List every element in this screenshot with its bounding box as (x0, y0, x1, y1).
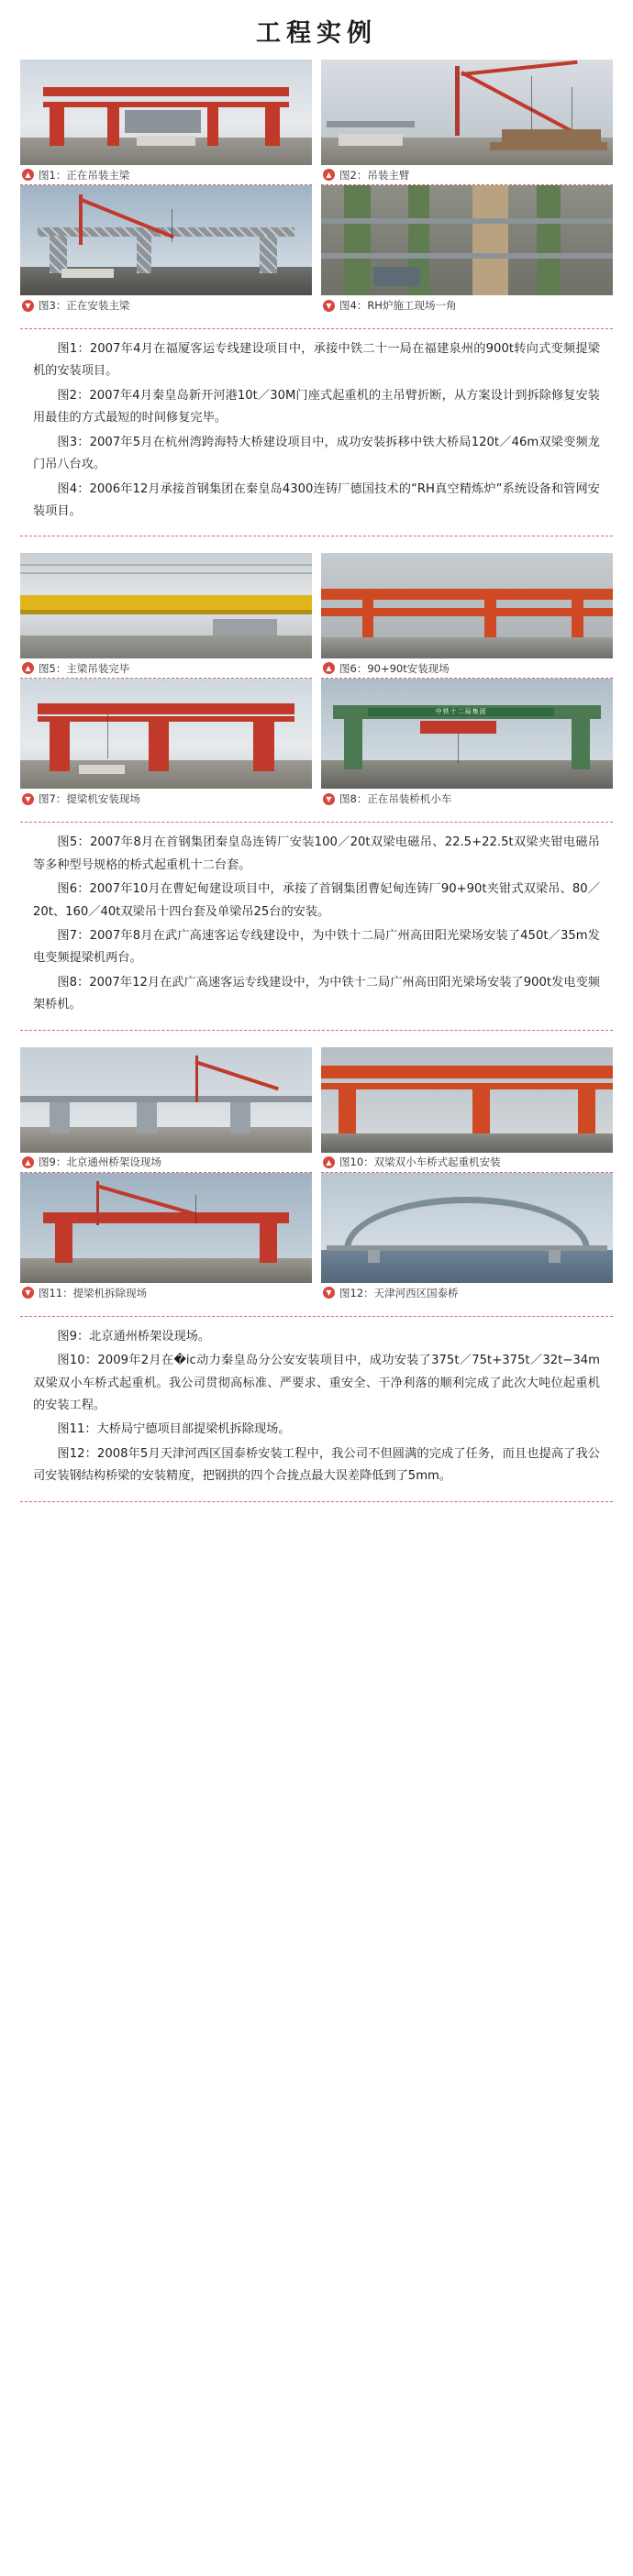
paragraph: 图10：2009年2月在�ic动力秦皇岛分公安安装项目中，成功安装了375t／75t+375t／32t−34m双梁双小车桥式起重机。我公司贯彻高标准、严要求、重安全、干净利落的顺利完成了此次大吨位起重机的安装工程。 (33, 1354, 600, 1413)
caption-marker-icon: ▼ (22, 1287, 34, 1299)
paragraph: 图12：2008年5月天津河西区国泰桥安装工程中，我公司不但圆满的完成了任务，而且也提高了我公司安装钢结构桥梁的安装精度，把钢拱的四个合拢点最大误差降低到了5mm。 (33, 1446, 600, 1484)
caption-marker-icon: ▲ (22, 662, 34, 674)
photo-fig11 (20, 1173, 312, 1283)
paragraph: 图7：2007年8月在武广高速客运专线建设中，为中铁十二局广州高田阳光梁场安装了450t／35m发电变频提梁机两台。 (33, 929, 600, 966)
figure-fig8 (321, 679, 613, 809)
photo-fig6 (321, 553, 613, 658)
paragraph: 图2：2007年4月秦皇岛新开河港10t／30M门座式起重机的主吊臂折断，从方案设计到拆除修复安装用最佳的方式最短的时间修复完毕。 (33, 388, 600, 426)
figure-fig6 (321, 553, 613, 679)
photo-fig7 (20, 679, 312, 789)
figure-fig4 (321, 185, 613, 315)
caption-text: 图2：吊装主臂 (339, 168, 410, 182)
photo-fig12 (321, 1173, 613, 1283)
caption-marker-icon: ▲ (323, 169, 335, 181)
paragraph: 图3：2007年5月在杭州湾跨海特大桥建设项目中，成功安装拆移中铁大桥局120t／46m双梁变频龙门吊八台攻。 (33, 435, 600, 472)
caption-fig5 (20, 658, 312, 679)
caption-fig4 (321, 295, 613, 315)
gallery-section-1 (0, 60, 633, 315)
caption-fig11 (20, 1283, 312, 1303)
figure-fig10 (321, 1047, 613, 1173)
caption-text: 图6：90+90t安装现场 (339, 661, 450, 675)
caption-text: 图7：提梁机安装现场 (39, 792, 140, 806)
caption-text: 图3：正在安装主梁 (39, 299, 130, 312)
figure-fig7 (20, 679, 312, 809)
photo-fig8: 中铁十二局集团 (321, 679, 613, 789)
figure-fig1 (20, 60, 312, 185)
caption-marker-icon: ▼ (323, 1287, 335, 1299)
caption-fig9 (20, 1153, 312, 1173)
text-section-3 (20, 1316, 613, 1502)
gallery-section-3 (0, 1047, 633, 1303)
photo-fig2 (321, 60, 613, 165)
gallery-section-2 (0, 553, 633, 809)
caption-text: 图12：天津河西区国泰桥 (339, 1286, 459, 1299)
photo-fig3 (20, 185, 312, 295)
caption-text: 图9：北京通州桥架设现场 (39, 1155, 161, 1169)
caption-marker-icon: ▲ (22, 1156, 34, 1168)
figure-fig12 (321, 1173, 613, 1303)
figure-fig2 (321, 60, 613, 185)
caption-fig12 (321, 1283, 613, 1303)
caption-marker-icon: ▼ (323, 793, 335, 805)
photo-fig9 (20, 1047, 312, 1153)
caption-fig10 (321, 1153, 613, 1173)
paragraph: 图6：2007年10月在曹妃甸建设项目中，承接了首钢集团曹妃甸连铸厂90+90t夹钳式双梁吊、80／20t、160／40t双梁吊十四台套及单梁吊25台的安装。 (33, 882, 600, 919)
paragraph: 图9：北京通州桥架设现场。 (57, 1329, 211, 1343)
figure-fig5 (20, 553, 312, 679)
paragraph: 图4：2006年12月承接首钢集团在秦皇岛4300连铸厂德国技术的“RH真空精炼炉”系统设备和管网安装项目。 (33, 481, 600, 518)
caption-fig3 (20, 295, 312, 315)
caption-fig6 (321, 658, 613, 679)
figure-fig11 (20, 1173, 312, 1303)
page-title: 工程实例 (256, 19, 377, 48)
caption-text: 图5：主梁吊装完毕 (39, 661, 130, 675)
paragraph: 图5：2007年8月在首钢集团秦皇岛连铸厂安装100／20t双梁电磁吊、22.5+22.5t双梁夹钳电磁吊等多种型号规格的桥式起重机十二台套。 (33, 835, 600, 872)
photo-fig1 (20, 60, 312, 165)
caption-fig2 (321, 165, 613, 185)
caption-text: 图1：正在吊装主梁 (39, 168, 130, 182)
caption-marker-icon: ▼ (22, 300, 34, 312)
paragraph: 图11：大桥局宁德项目部提梁机拆除现场。 (57, 1422, 291, 1437)
caption-text: 图10：双梁双小车桥式起重机安装 (339, 1155, 501, 1169)
figure-fig3 (20, 185, 312, 315)
text-section-1 (20, 328, 613, 536)
caption-fig1 (20, 165, 312, 185)
paragraph: 图1：2007年4月在福厦客运专线建设项目中，承接中铁二十一局在福建泉州的900t转向式变频提梁机的安装项目。 (33, 342, 600, 379)
photo-fig4 (321, 185, 613, 295)
caption-marker-icon: ▲ (323, 662, 335, 674)
caption-text: 图11：提梁机拆除现场 (39, 1286, 148, 1299)
caption-marker-icon: ▼ (323, 300, 335, 312)
title-bar (0, 0, 633, 60)
caption-marker-icon: ▲ (323, 1156, 335, 1168)
figure-fig9 (20, 1047, 312, 1173)
caption-fig7 (20, 789, 312, 809)
paragraph: 图8：2007年12月在武广高速客运专线建设中，为中铁十二局广州高田阳光梁场安装了900t发电变频架桥机。 (33, 975, 600, 1012)
caption-marker-icon: ▼ (22, 793, 34, 805)
caption-marker-icon: ▲ (22, 169, 34, 181)
text-section-2 (20, 822, 613, 1030)
caption-fig8 (321, 789, 613, 809)
caption-text: 图4：RH炉施工现场一角 (339, 299, 457, 312)
caption-text: 图8：正在吊装桥机小车 (339, 792, 452, 806)
photo-fig5 (20, 553, 312, 658)
photo-fig10 (321, 1047, 613, 1153)
